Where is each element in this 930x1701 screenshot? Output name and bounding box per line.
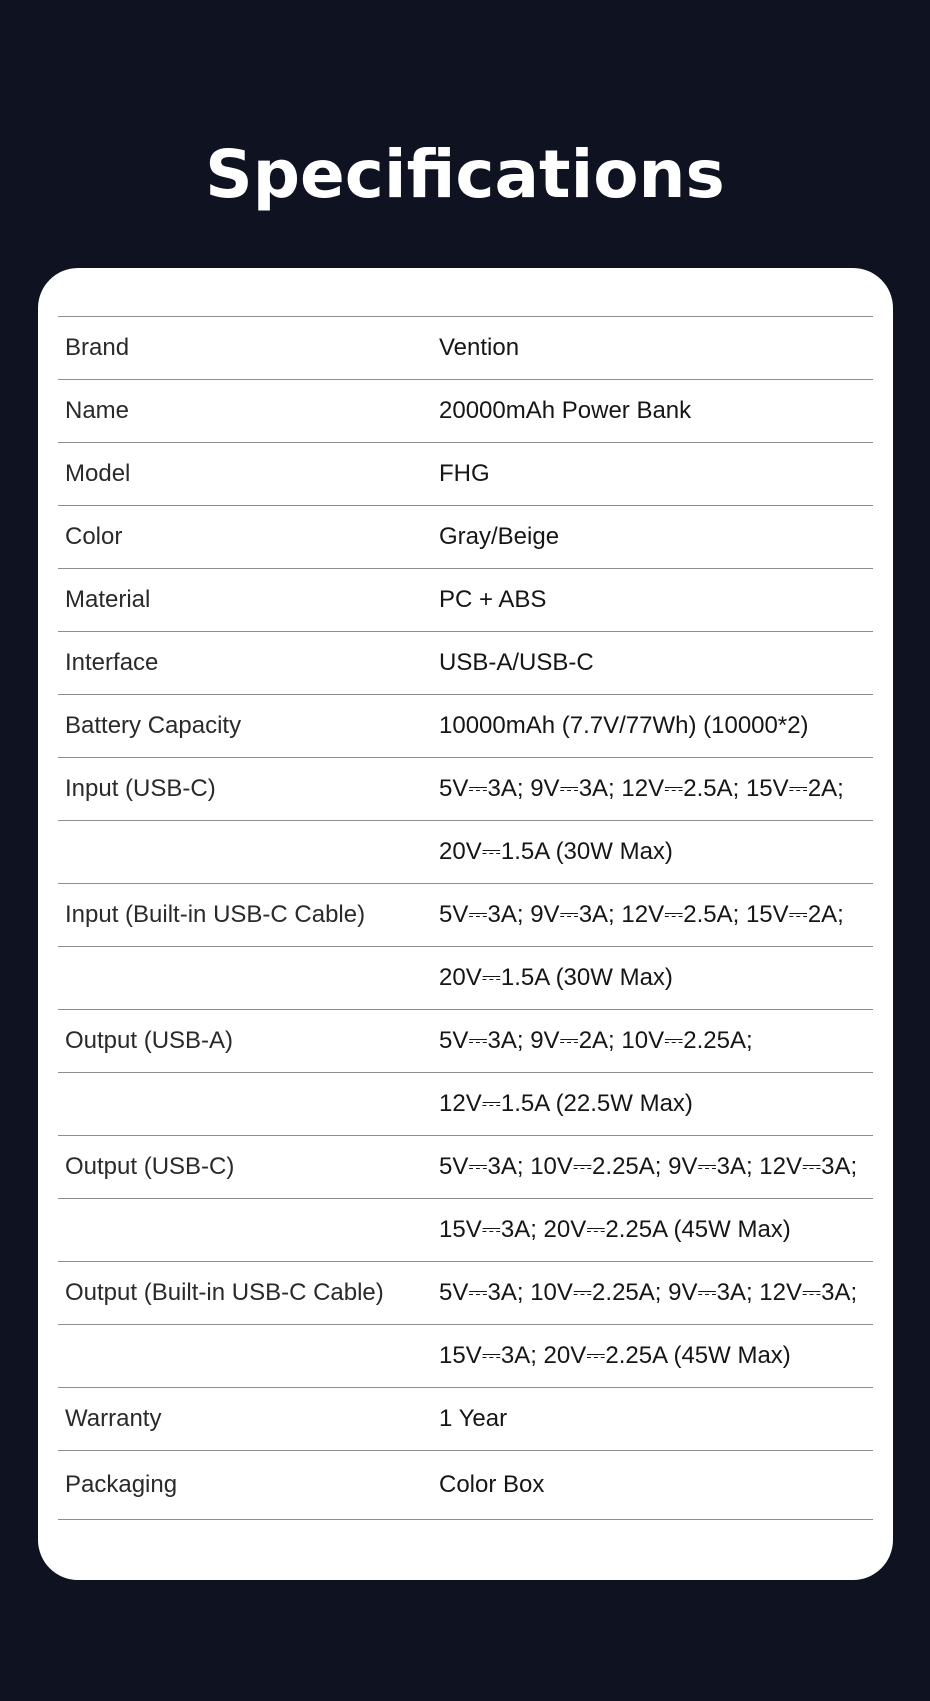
spec-label: Output (USB-A): [65, 1027, 234, 1054]
spec-row-model: [58, 443, 873, 506]
spec-label: Color: [65, 523, 123, 550]
spec-value: 15V⎓3A; 20V⎓2.25A (45W Max): [439, 1216, 791, 1243]
spec-value: 1 Year: [439, 1405, 508, 1432]
spec-row-output-usb-a: [58, 1010, 873, 1073]
spec-row-input-cable: [58, 884, 873, 947]
spec-row-input-usb-c: [58, 758, 873, 821]
spec-label: Output (Built-in USB-C Cable): [65, 1279, 384, 1306]
spec-row-name: [58, 380, 873, 443]
spec-value: 5V⎓3A; 10V⎓2.25A; 9V⎓3A; 12V⎓3A;: [439, 1279, 858, 1306]
spec-row-output-usb-a-cont: [58, 1073, 873, 1136]
spec-label: Name: [65, 397, 130, 424]
spec-value: FHG: [439, 460, 490, 487]
spec-value: 10000mAh (7.7V/77Wh) (10000*2): [439, 712, 809, 739]
spec-value: 20V⎓1.5A (30W Max): [439, 964, 673, 991]
spec-value: 5V⎓3A; 9V⎓3A; 12V⎓2.5A; 15V⎓2A;: [439, 901, 844, 928]
spec-row-material: [58, 569, 873, 632]
spec-label: Warranty: [65, 1405, 162, 1432]
spec-row-brand: [58, 317, 873, 380]
spec-table: [58, 316, 873, 1520]
spec-row-output-usb-c-cont: [58, 1199, 873, 1262]
spec-row-battery-capacity: [58, 695, 873, 758]
spec-value: 5V⎓3A; 9V⎓3A; 12V⎓2.5A; 15V⎓2A;: [439, 775, 844, 802]
spec-value: 5V⎓3A; 10V⎓2.25A; 9V⎓3A; 12V⎓3A;: [439, 1153, 858, 1180]
spec-value: 15V⎓3A; 20V⎓2.25A (45W Max): [439, 1342, 791, 1369]
spec-row-input-usb-c-cont: [58, 821, 873, 884]
page-title: Specifications: [205, 136, 725, 213]
spec-value: 20000mAh Power Bank: [439, 397, 692, 424]
spec-label: Packaging: [65, 1471, 178, 1498]
spec-row-output-cable-cont: [58, 1325, 873, 1388]
spec-label: Model: [65, 460, 131, 487]
spec-label: Output (USB-C): [65, 1153, 235, 1180]
spec-row-output-cable: [58, 1262, 873, 1325]
spec-row-packaging: [58, 1451, 873, 1520]
spec-label: Brand: [65, 334, 130, 361]
spec-row-input-cable-cont: [58, 947, 873, 1010]
spec-row-interface: [58, 632, 873, 695]
spec-row-output-usb-c: [58, 1136, 873, 1199]
spec-row-color: [58, 506, 873, 569]
spec-label: Input (USB-C): [65, 775, 216, 802]
spec-value: Vention: [439, 334, 520, 361]
spec-value: 20V⎓1.5A (30W Max): [439, 838, 673, 865]
spec-row-warranty: [58, 1388, 873, 1451]
spec-value: USB-A/USB-C: [439, 649, 594, 676]
spec-card: [38, 268, 893, 1580]
spec-label: Material: [65, 586, 151, 613]
spec-label: Battery Capacity: [65, 712, 242, 739]
spec-value: Color Box: [439, 1471, 545, 1498]
spec-label: Input (Built-in USB-C Cable): [65, 901, 366, 928]
spec-value: 12V⎓1.5A (22.5W Max): [439, 1090, 693, 1117]
spec-value: PC + ABS: [439, 586, 547, 613]
spec-value: 5V⎓3A; 9V⎓2A; 10V⎓2.25A;: [439, 1027, 753, 1054]
spec-label: Interface: [65, 649, 159, 676]
spec-value: Gray/Beige: [439, 523, 560, 550]
